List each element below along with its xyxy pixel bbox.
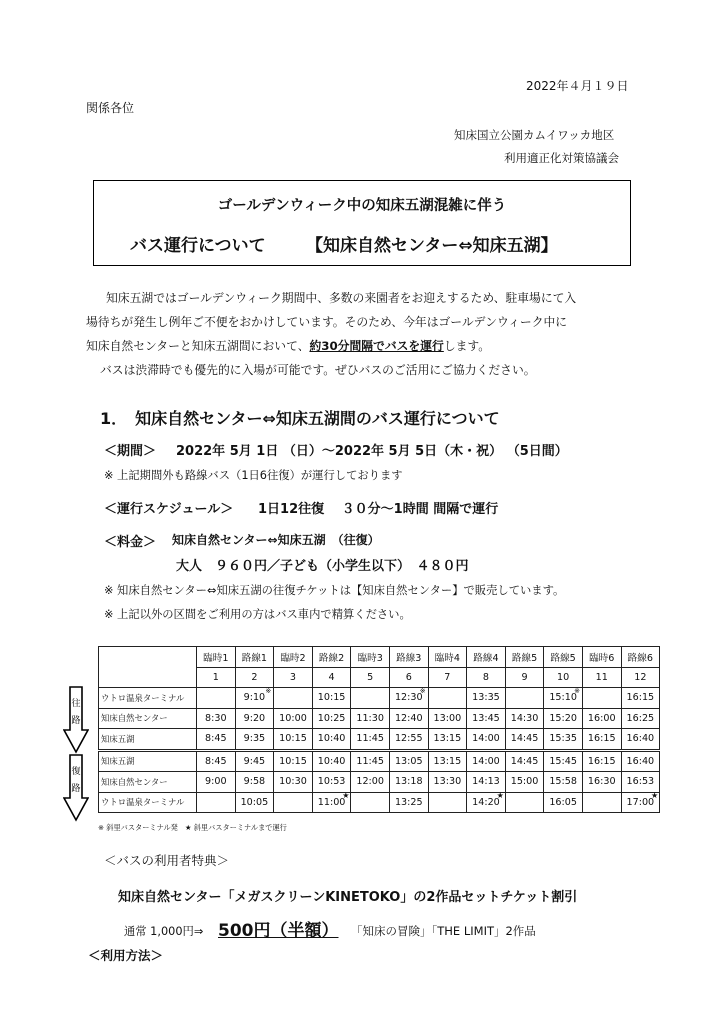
bus-number-header: 2: [235, 667, 274, 688]
benefits-line: 知床自然センター「メガスクリーンKINETOKO」の2作品セットチケット割引: [118, 890, 578, 905]
title-line-2: バス運行について: [130, 236, 266, 256]
intro-line-3-c: します。: [443, 339, 491, 353]
bus-number-header: 4: [312, 667, 351, 688]
time-cell: 14:13: [467, 772, 506, 793]
asterisk-mark: ※: [574, 687, 580, 695]
time-cell: 11:30: [351, 708, 390, 729]
outbound-label-char-1: 往: [71, 699, 81, 709]
time-cell: [274, 792, 313, 813]
bus-number-header: 10: [544, 667, 583, 688]
stop-name-cell: 知床五湖: [99, 750, 197, 772]
time-cell: 16:40: [621, 750, 660, 772]
bus-number-header: 12: [621, 667, 660, 688]
stop-name-cell: ウトロ温泉ターミナル: [99, 688, 197, 709]
time-cell: 8:45: [197, 729, 236, 751]
time-cell: 10:15: [312, 688, 351, 709]
time-cell: 13:15: [428, 729, 467, 751]
return-label-char-2: 路: [71, 784, 81, 794]
intro-line-1: 知床五湖ではゴールデンウィーク期間中、多数の来園者をお迎えするため、駐車場にて入: [106, 291, 577, 305]
time-cell: 14:20 ★: [467, 792, 506, 813]
outbound-row: [99, 729, 660, 751]
time-cell: [197, 688, 236, 709]
return-row: [99, 750, 660, 772]
time-cell: 10:05: [235, 792, 274, 813]
time-cell: 9:58: [235, 772, 274, 793]
return-row: [99, 772, 660, 793]
star-mark: ★: [650, 790, 659, 800]
time-cell: 10:40: [312, 729, 351, 751]
time-cell: 16:00: [582, 708, 621, 729]
asterisk-mark: ※: [419, 687, 426, 695]
bus-type-header: 臨時3: [351, 647, 390, 668]
time-cell: 13:45: [467, 708, 506, 729]
time-cell: 15:20: [544, 708, 583, 729]
time-cell: 11:00 ★: [312, 792, 351, 813]
benefits-title: ＜バスの利用者特典＞: [104, 853, 230, 868]
schedule-value: 1日12往復 ３０分～1時間 間隔で運行: [258, 502, 499, 517]
time-cell: 10:00: [274, 708, 313, 729]
fare-value: 大人 ９６０円／子ども（小学生以下） ４８０円: [176, 559, 469, 574]
section-1-heading: 1． 知床自然センター⇔知床五湖間のバス運行について: [100, 409, 500, 428]
time-cell: 14:45: [505, 750, 544, 772]
outbound-row: [99, 708, 660, 729]
time-cell: 15:45: [544, 750, 583, 772]
time-cell: 13:05: [389, 750, 428, 772]
intro-line-3-a: 知床自然センターと知床五湖間において、: [86, 339, 310, 353]
bus-number-header: 1: [197, 667, 236, 688]
title-line-1: ゴールデンウィーク中の知床五湖混雑に伴う: [217, 198, 507, 214]
title-box: [93, 180, 631, 266]
time-cell: 9:10 ※: [235, 688, 274, 709]
bus-timetable: [98, 646, 660, 813]
time-cell: 10:53: [312, 772, 351, 793]
bus-type-header: 路線5: [505, 647, 544, 668]
bus-type-header: 路線2: [312, 647, 351, 668]
regular-price: 通常 1,000円⇒: [124, 925, 204, 938]
time-cell: 14:00: [467, 750, 506, 772]
time-cell: 16:53: [621, 772, 660, 793]
time-cell: [197, 792, 236, 813]
document-date: 2022年４月１９日: [526, 79, 629, 93]
time-cell: 10:40: [312, 750, 351, 772]
time-cell: 13:30: [428, 772, 467, 793]
outbound-label-char-2: 路: [71, 716, 81, 726]
stop-name-cell: 知床自然センター: [99, 708, 197, 729]
bus-number-header: 11: [582, 667, 621, 688]
time-cell: 10:30: [274, 772, 313, 793]
time-cell: 16:05: [544, 792, 583, 813]
time-cell: 16:15: [582, 729, 621, 751]
intro-line-4: バスは渋滞時でも優先的に入場が可能です。ぜひバスのご活用にご協力ください。: [100, 363, 536, 377]
time-cell: 13:25: [389, 792, 428, 813]
time-cell: 14:00: [467, 729, 506, 751]
bus-number-header: 8: [467, 667, 506, 688]
time-cell: 16:15: [582, 750, 621, 772]
time-cell: 16:40: [621, 729, 660, 751]
time-cell: 13:15: [428, 750, 467, 772]
schedule-label: ＜運行スケジュール＞: [104, 502, 234, 517]
time-cell: 16:15: [621, 688, 660, 709]
time-cell: [351, 688, 390, 709]
return-label-char-1: 復: [71, 767, 81, 777]
asterisk-mark: ※: [265, 687, 272, 695]
time-cell: 17:00 ★: [621, 792, 660, 813]
stop-name-cell: 知床自然センター: [99, 772, 197, 793]
time-cell: 9:20: [235, 708, 274, 729]
time-cell: [582, 688, 621, 709]
stop-name-cell: 知床五湖: [99, 729, 197, 751]
intro-line-3: [86, 337, 646, 354]
fare-note-2: ※ 上記以外の区間をご利用の方はバス車内で精算ください。: [104, 608, 411, 621]
bus-type-header: 路線1: [235, 647, 274, 668]
time-cell: 10:15: [274, 750, 313, 772]
period-label: ＜期間＞: [104, 444, 157, 459]
time-cell: 15:10 ※: [544, 688, 583, 709]
bus-number-header: 5: [351, 667, 390, 688]
timetable-header-row: [99, 647, 660, 668]
outbound-arrow-icon: [63, 686, 89, 754]
time-cell: 11:45: [351, 729, 390, 751]
time-cell: 10:15: [274, 729, 313, 751]
bus-type-header: 路線4: [467, 647, 506, 668]
time-cell: 14:45: [505, 729, 544, 751]
time-cell: 15:35: [544, 729, 583, 751]
time-cell: 9:00: [197, 772, 236, 793]
time-cell: 9:35: [235, 729, 274, 751]
usage-label: ＜利用方法＞: [88, 948, 164, 963]
bus-type-header: 臨時4: [428, 647, 467, 668]
time-cell: [582, 792, 621, 813]
time-cell: 16:25: [621, 708, 660, 729]
bus-number-header: 3: [274, 667, 313, 688]
return-arrow-icon: [63, 754, 89, 822]
intro-line-2: 場待ちが発生し例年ご不便をおかけしています。そのため、今年はゴールデンウィーク中に: [86, 315, 568, 329]
time-cell: 12:40: [389, 708, 428, 729]
bus-type-header: 路線3: [389, 647, 428, 668]
bus-type-header: 路線6: [621, 647, 660, 668]
stop-name-cell: ウトロ温泉ターミナル: [99, 792, 197, 813]
bus-number-header: 7: [428, 667, 467, 688]
time-cell: 13:00: [428, 708, 467, 729]
bus-type-header: 臨時6: [582, 647, 621, 668]
time-cell: 12:00: [351, 772, 390, 793]
time-cell: 15:58: [544, 772, 583, 793]
period-note: ※ 上記期間外も路線バス（1日6往復）が運行しております: [104, 469, 403, 482]
time-cell: 11:45: [351, 750, 390, 772]
fare-label: ＜料金＞: [104, 535, 157, 550]
film-titles: 「知床の冒険」「THE LIMIT」2作品: [351, 924, 536, 938]
time-cell: 8:45: [197, 750, 236, 772]
fare-note-1: ※ 知床自然センター⇔知床五湖の往復チケットは【知床自然センター】で販売しています。: [104, 584, 565, 597]
recipient-line: 関係各位: [86, 101, 135, 115]
time-cell: 9:45: [235, 750, 274, 772]
time-cell: 13:35: [467, 688, 506, 709]
time-cell: 10:25: [312, 708, 351, 729]
time-cell: 12:55: [389, 729, 428, 751]
time-cell: [428, 792, 467, 813]
time-cell: [428, 688, 467, 709]
bus-type-header: 臨時2: [274, 647, 313, 668]
time-cell: 12:30 ※: [389, 688, 428, 709]
organization-line-2: 利用適正化対策協議会: [504, 151, 619, 165]
intro-highlight: 約30分間隔でバスを運行: [309, 339, 444, 353]
time-cell: 13:18: [389, 772, 428, 793]
time-cell: [351, 792, 390, 813]
time-cell: 14:30: [505, 708, 544, 729]
time-cell: [505, 792, 544, 813]
timetable-corner-cell: [99, 647, 197, 688]
organization-line-1: 知床国立公園カムイワッカ地区: [454, 128, 615, 142]
period-value: 2022年 5月 1日 （日）～2022年 5月 5日（木・祝） （5日間）: [176, 444, 568, 459]
time-cell: 8:30: [197, 708, 236, 729]
bus-type-header: 路線5: [544, 647, 583, 668]
time-cell: 16:30: [582, 772, 621, 793]
discount-price: 500円（半額）: [218, 921, 339, 941]
title-route: 【知床自然センター⇔知床五湖】: [306, 236, 558, 256]
outbound-row: [99, 688, 660, 709]
return-row: [99, 792, 660, 813]
star-mark: ★: [342, 790, 350, 800]
star-mark: ★: [496, 790, 504, 800]
fare-route: 知床自然センター⇔知床五湖 （往復）: [172, 533, 380, 547]
bus-number-header: 9: [505, 667, 544, 688]
time-cell: 15:00: [505, 772, 544, 793]
time-cell: [505, 688, 544, 709]
bus-type-header: 臨時1: [197, 647, 236, 668]
timetable-legend: ※ 斜里バスターミナル発 ★ 斜里バスターミナルまで運行: [98, 823, 287, 832]
bus-number-header: 6: [389, 667, 428, 688]
time-cell: [274, 688, 313, 709]
